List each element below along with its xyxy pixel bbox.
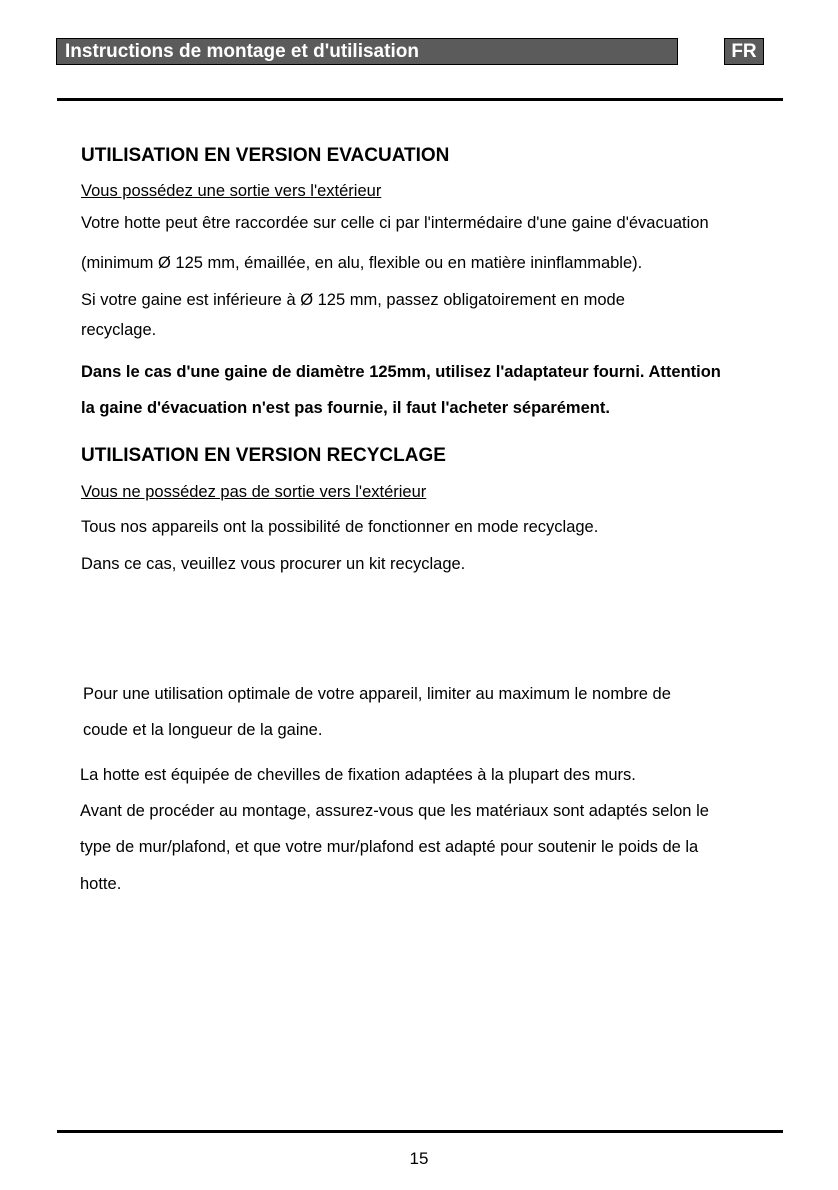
- evacuation-line: recyclage.: [81, 321, 157, 339]
- recyclage-heading: UTILISATION EN VERSION RECYCLAGE: [81, 445, 446, 466]
- mounting-line: type de mur/plafond, et que votre mur/plafond est adapté pour soutenir le poids de la: [80, 838, 699, 856]
- advice-line: Pour une utilisation optimale de votre appareil, limiter au maximum le nombre de: [83, 685, 671, 703]
- mounting-line: La hotte est équipée de chevilles de fixation adaptées à la plupart des murs.: [80, 766, 636, 784]
- evacuation-notice-line: la gaine d'évacuation n'est pas fournie, il faut l'acheter séparément.: [81, 399, 610, 417]
- evacuation-line: Votre hotte peut être raccordée sur celle ci par l'intermédaire d'une gaine d'évacuation: [81, 214, 709, 232]
- mounting-line: Avant de procéder au montage, assurez-vous que les matériaux sont adaptés selon le: [80, 802, 709, 820]
- page-title: Instructions de montage et d'utilisation: [65, 41, 419, 62]
- recyclage-line: Dans ce cas, veuillez vous procurer un kit recyclage.: [81, 555, 466, 573]
- evacuation-heading: UTILISATION EN VERSION EVACUATION: [81, 145, 450, 166]
- page-number: 15: [409, 1149, 429, 1168]
- evacuation-notice-line: Dans le cas d'une gaine de diamètre 125mm, utilisez l'adaptateur fourni. Attention: [81, 363, 721, 381]
- evacuation-line: (minimum Ø 125 mm, émaillée, en alu, flexible ou en matière ininflammable).: [81, 254, 643, 272]
- recyclage-line: Tous nos appareils ont la possibilité de fonctionner en mode recyclage.: [81, 518, 599, 536]
- header-bar: [56, 38, 678, 65]
- evacuation-line: Si votre gaine est inférieure à Ø 125 mm, passez obligatoirement en mode: [81, 291, 625, 309]
- top-divider: [57, 98, 783, 101]
- bottom-divider: [57, 1130, 783, 1133]
- language-badge: FR: [724, 38, 764, 65]
- mounting-line: hotte.: [80, 875, 122, 893]
- advice-line: coude et la longueur de la gaine.: [83, 721, 323, 739]
- recyclage-subheading: Vous ne possédez pas de sortie vers l'extérieur: [81, 483, 427, 501]
- evacuation-subheading: Vous possédez une sortie vers l'extérieur: [81, 182, 382, 200]
